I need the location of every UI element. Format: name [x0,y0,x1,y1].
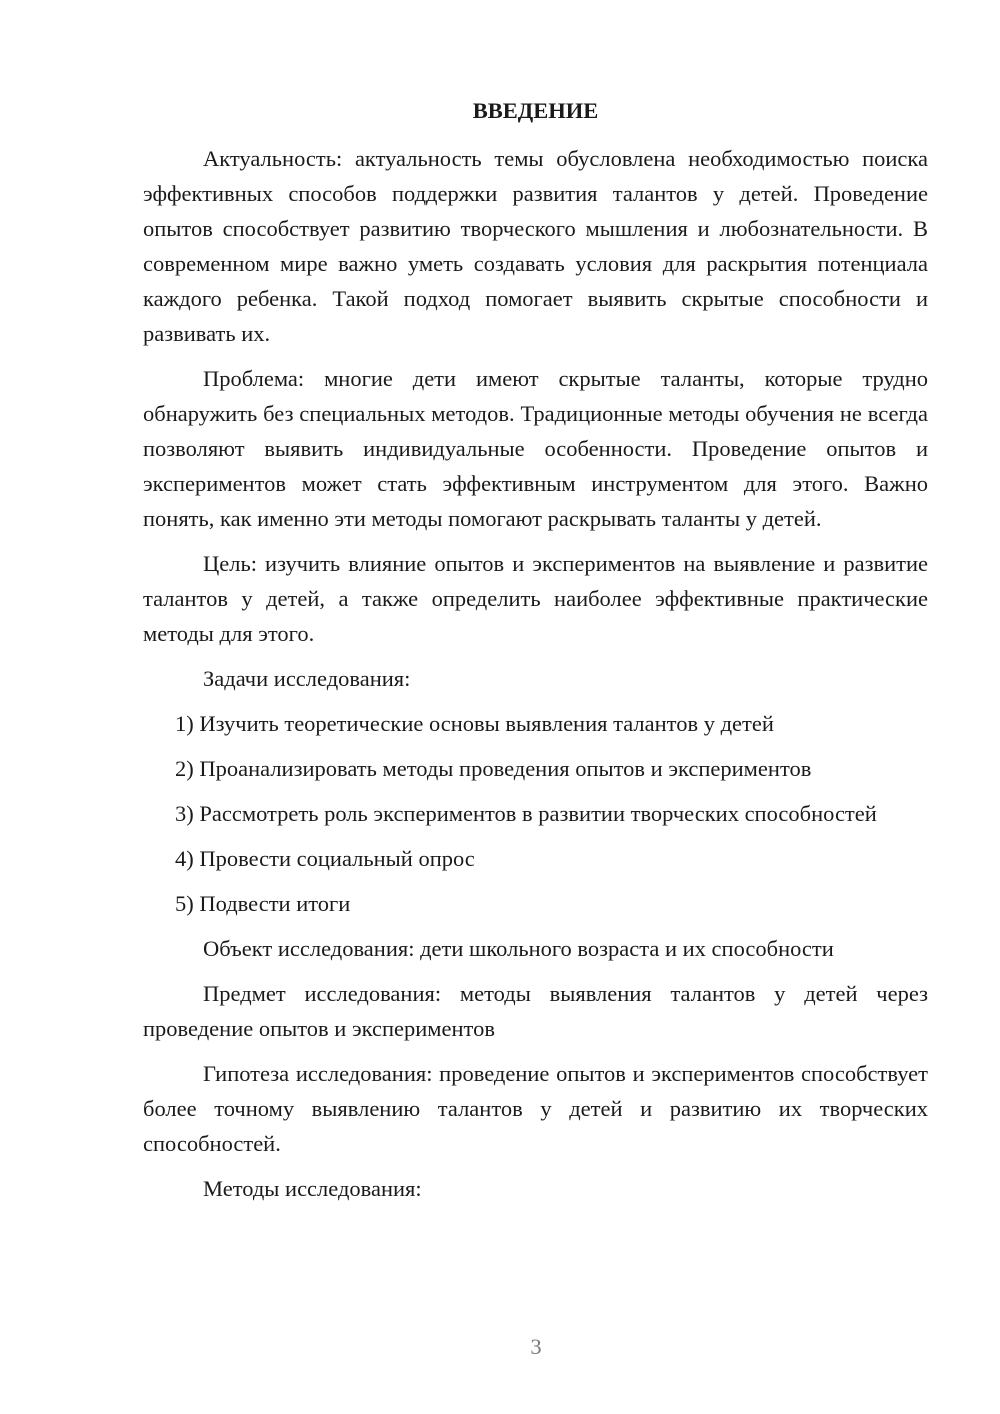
tasks-heading: Задачи исследования: [203,666,411,691]
page-number: 3 [530,1334,542,1359]
task-item-1: 1) Изучить теоретические основы выявления талантов у детей [175,711,774,736]
page-title: ВВЕДЕНИЕ [472,98,599,123]
relevance-paragraph: Актуальность: актуальность темы обусловлена необходимостью поиска эффективных способов поддержки развития талантов у детей. Проведение опытов способствует развитию творческого мышления и любознательности. В современном мире важно уметь создавать условия для раскрытия потенциала каждого ребенка. Такой подход помогает выявить скрытые способности и развивать их. [143,146,928,346]
page-content [143,93,928,1216]
task-item-4: 4) Провести социальный опрос [175,846,475,871]
task-item-5: 5) Подвести итоги [175,891,351,916]
problem-paragraph: Проблема: многие дети имеют скрытые таланты, которые трудно обнаружить без специальных методов. Традиционные методы обучения не всегда позволяют выявить индивидуальные особенности. Проведение опытов и экспериментов может стать эффективным инструментом для этого. Важно понять, как именно эти методы помогают раскрывать таланты у детей. [143,366,928,531]
hypothesis-paragraph: Гипотеза исследования: проведение опытов и экспериментов способствует более точному выявлению талантов у детей и развитию их творческих способностей. [143,1061,928,1156]
subject-paragraph: Предмет исследования: методы выявления талантов у детей через проведение опытов и экспериментов [143,981,928,1041]
goal-paragraph: Цель: изучить влияние опытов и экспериментов на выявление и развитие талантов у детей, а также определить наиболее эффективные практические методы для этого. [143,551,928,646]
task-item-2: 2) Проанализировать методы проведения опытов и экспериментов [175,756,812,781]
methods-heading: Методы исследования: [203,1176,422,1201]
object-paragraph: Объект исследования: дети школьного возраста и их способности [203,936,834,961]
task-item-3: 3) Рассмотреть роль экспериментов в развитии творческих способностей [175,801,877,826]
